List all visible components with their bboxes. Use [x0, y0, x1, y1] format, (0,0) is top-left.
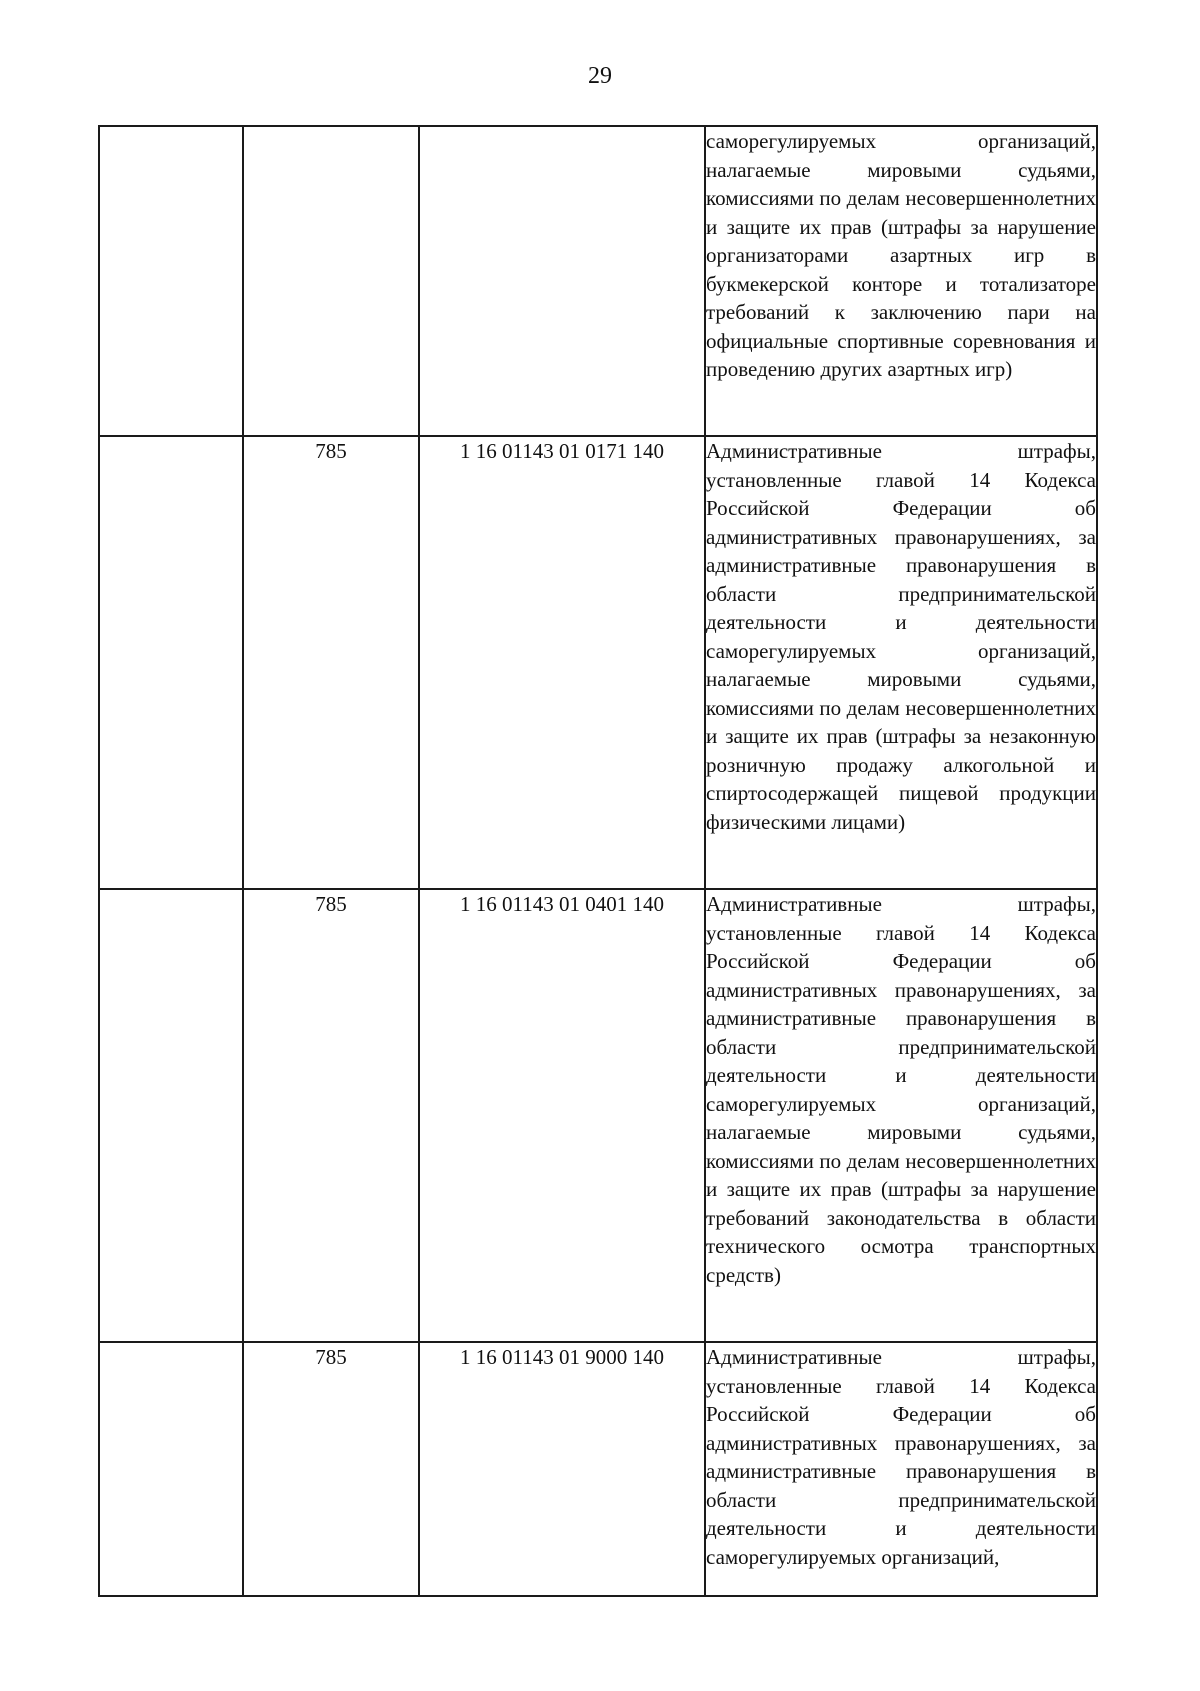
description-cell	[705, 1342, 1097, 1596]
table-row	[99, 436, 1097, 889]
kbk-code-cell: 1 16 01143 01 9000 140	[419, 1342, 705, 1596]
description-cell	[705, 126, 1097, 436]
admin-code-cell: 785	[243, 1342, 419, 1596]
empty-cell	[99, 889, 243, 1342]
description-text: Административные штрафы, установленные главой 14 Кодекса Российской Федерации об административных правонарушениях, за административные правонарушения в области предпринимательской деятельности и деятельности саморегулируемых организаций, налагаемые мировыми судьями, комиссиями по делам несовершеннолетних и защите их прав (штрафы за незаконную розничную продажу алкогольной и спиртосодержащей пищевой продукции физическими лицами)	[706, 439, 1096, 834]
table-row	[99, 126, 1097, 436]
table-row	[99, 889, 1097, 1342]
table-row	[99, 1342, 1097, 1596]
kbk-code-cell: 1 16 01143 01 0171 140	[419, 436, 705, 889]
description-text: Административные штрафы, установленные главой 14 Кодекса Российской Федерации об административных правонарушениях, за административные правонарушения в области предпринимательской деятельности и деятельности саморегулируемых организаций, налагаемые мировыми судьями, комиссиями по делам несовершеннолетних и защите их прав (штрафы за нарушение требований законодательства в области технического осмотра транспортных средств)	[706, 892, 1096, 1287]
empty-cell	[99, 126, 243, 436]
empty-cell	[99, 1342, 243, 1596]
description-cell	[705, 889, 1097, 1342]
description-text: саморегулируемых организаций, налагаемые мировыми судьями, комиссиями по делам несовершеннолетних и защите их прав (штрафы за нарушение организаторами азартных игр в букмекерской конторе и тотализаторе требований к заключению пари на официальные спортивные соревнования и проведению других азартных игр)	[706, 129, 1096, 381]
description-cell	[705, 436, 1097, 889]
page-number: 29	[588, 63, 612, 89]
kbk-code-cell	[419, 126, 705, 436]
admin-code-cell: 785	[243, 889, 419, 1342]
budget-codes-table	[98, 125, 1098, 1597]
admin-code-cell	[243, 126, 419, 436]
kbk-code-cell: 1 16 01143 01 0401 140	[419, 889, 705, 1342]
admin-code-cell: 785	[243, 436, 419, 889]
description-text: Административные штрафы, установленные главой 14 Кодекса Российской Федерации об административных правонарушениях, за административные правонарушения в области предпринимательской деятельности и деятельности саморегулируемых организаций,	[706, 1345, 1096, 1569]
empty-cell	[99, 436, 243, 889]
